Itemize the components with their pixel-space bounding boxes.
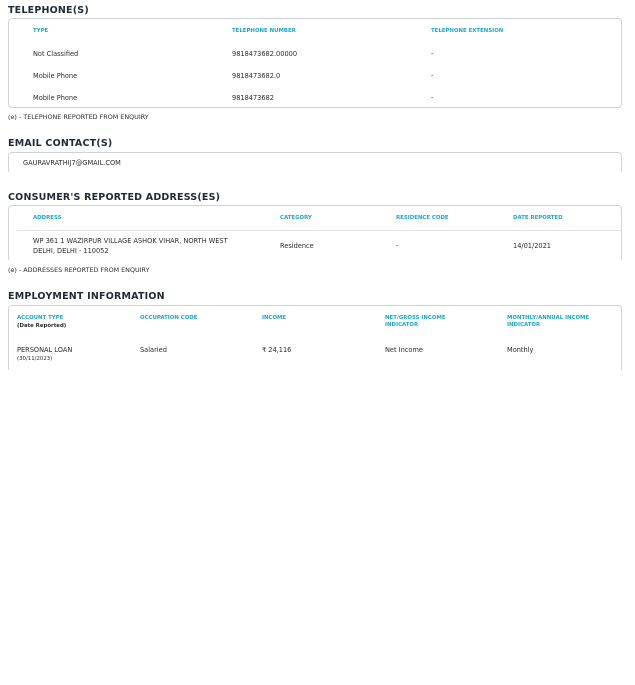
telephone-row-type: Not Classified xyxy=(33,50,79,58)
address-line-1: WP 361 1 WAZIRPUR VILLAGE ASHOK VIHAR, NORTH WEST xyxy=(33,237,228,245)
telephone-row-number: 9818473682.0 xyxy=(232,72,281,80)
employment-header-income: INCOME xyxy=(262,315,287,321)
employment-header-occupation-code: OCCUPATION CODE xyxy=(140,315,198,321)
employment-row-income: ₹ 24,116 xyxy=(262,346,292,354)
emails-table xyxy=(8,152,622,172)
employment-header-monthly-annual xyxy=(507,315,589,329)
addresses-header-category: CATEGORY xyxy=(280,215,312,221)
employment-row-occupation-code: Salaried xyxy=(140,346,167,354)
net-gross-label-line-2: INDICATOR xyxy=(385,322,419,328)
telephone-row-extension: - xyxy=(431,72,434,80)
telephones-header-number: TELEPHONE NUMBER xyxy=(232,28,296,34)
monthly-annual-label-line-1: MONTHLY/ANNUAL INCOME xyxy=(507,315,590,321)
date-reported-value: (30/11/2023) xyxy=(17,356,53,362)
addresses-table xyxy=(8,205,622,260)
telephones-header-type: TYPE xyxy=(33,28,49,34)
address-line-2: DELHI, DELHI - 110052 xyxy=(33,247,109,255)
telephones-header-extension: TELEPHONE EXTENSION xyxy=(431,28,504,34)
addresses-header-date-reported: DATE REPORTED xyxy=(513,215,563,221)
employment-header-account-type xyxy=(17,315,66,330)
telephone-row-type: Mobile Phone xyxy=(33,94,78,102)
employment-title: EMPLOYMENT INFORMATION xyxy=(8,291,165,302)
account-type-label: ACCOUNT TYPE xyxy=(17,315,64,321)
employment-header-net-gross xyxy=(385,315,446,329)
date-reported-label: (Date Reported) xyxy=(17,323,67,329)
addresses-header-divider xyxy=(17,230,621,231)
address-row-residence-code: - xyxy=(396,242,399,250)
telephone-row-extension: - xyxy=(431,94,434,102)
employment-row-account-type xyxy=(17,345,72,363)
net-gross-label-line-1: NET/GROSS INCOME xyxy=(385,315,446,321)
addresses-title: CONSUMER'S REPORTED ADDRESS(ES) xyxy=(8,192,221,203)
telephones-table xyxy=(8,18,622,108)
addresses-header-residence-code: RESIDENCE CODE xyxy=(396,215,449,221)
telephone-row-type: Mobile Phone xyxy=(33,72,78,80)
employment-table xyxy=(8,305,622,370)
addresses-note: (e) - ADDRESSES REPORTED FROM ENQUIRY xyxy=(8,266,150,274)
employment-row-net-gross: Net Income xyxy=(385,346,423,354)
telephone-row-number: 9818473682.00000 xyxy=(232,50,298,58)
address-row-category: Residence xyxy=(280,242,314,250)
email-item: GAURAVRATHIJ7@GMAIL.COM xyxy=(23,159,121,167)
employment-row-monthly-annual: Monthly xyxy=(507,346,534,354)
account-type-value: PERSONAL LOAN xyxy=(17,346,73,354)
monthly-annual-label-line-2: INDICATOR xyxy=(507,322,541,328)
telephone-row-number: 9818473682 xyxy=(232,94,274,102)
telephones-note: (e) - TELEPHONE REPORTED FROM ENQUIRY xyxy=(8,113,149,121)
address-row-address xyxy=(33,236,228,256)
emails-title: EMAIL CONTACT(S) xyxy=(8,138,113,149)
telephones-title: TELEPHONE(S) xyxy=(8,5,89,16)
addresses-header-address: ADDRESS xyxy=(33,215,62,221)
address-row-date-reported: 14/01/2021 xyxy=(513,242,552,250)
telephone-row-extension: - xyxy=(431,50,434,58)
